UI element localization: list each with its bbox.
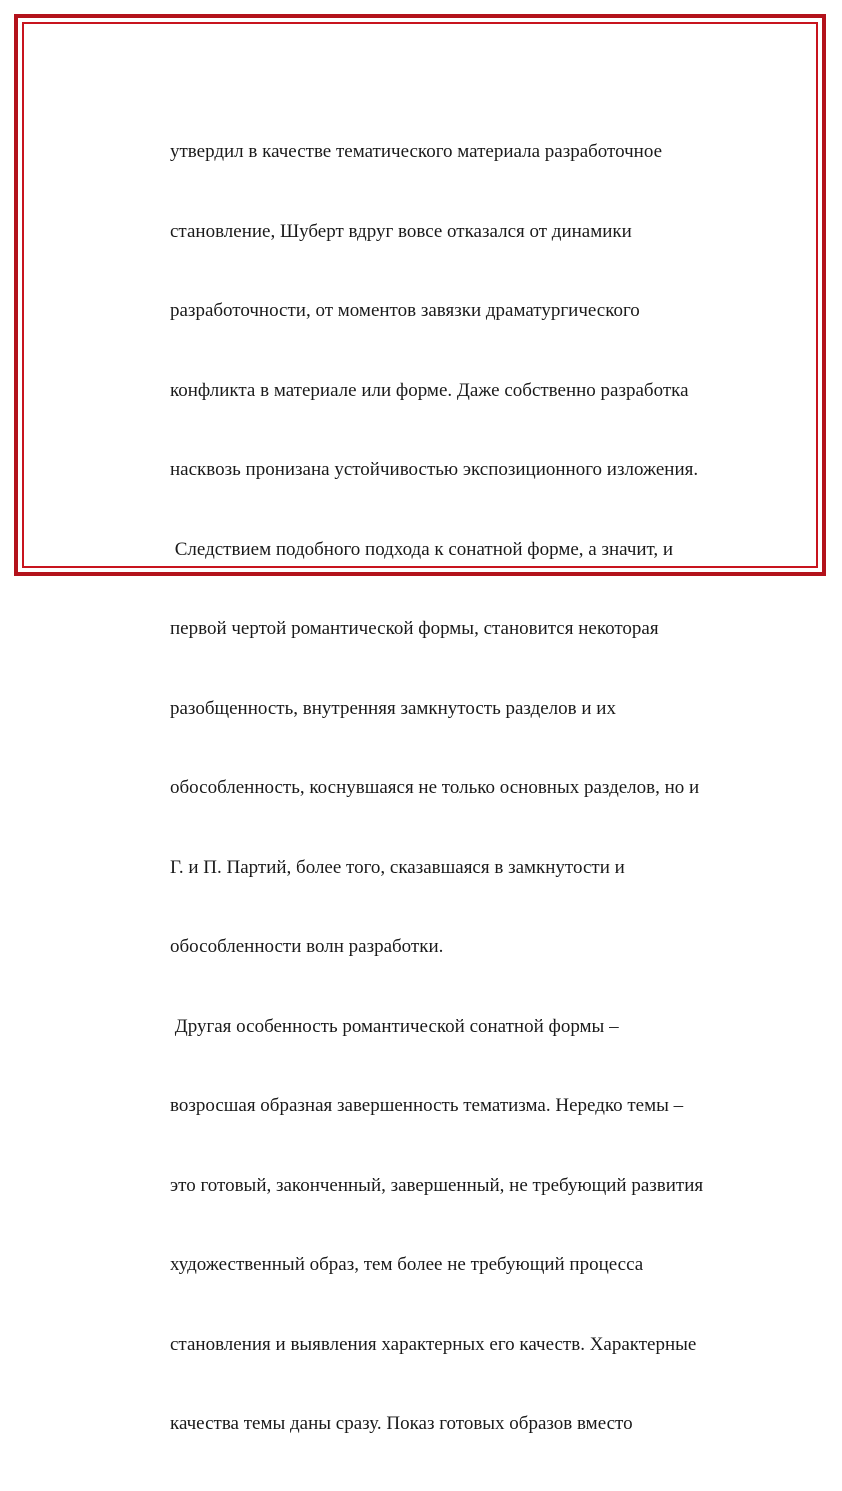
text-line: насквозь пронизана устойчивостью экспозиционного изложения. xyxy=(170,459,699,480)
text-line: конфликта в материале или форме. Даже собственно разработка xyxy=(170,379,689,401)
text-line: обособленность, коснувшаяся не только основных разделов, но и xyxy=(170,777,700,798)
text-line: становление, Шуберт вдруг вовсе отказался от динамики xyxy=(170,220,632,242)
text-line: разработочности, от моментов завязки драматургического xyxy=(170,300,640,321)
text-line: это готовый, законченный, завершенный, не требующий развития xyxy=(170,1174,704,1196)
text-line: художественный образ, тем более не требующий процесса xyxy=(170,1254,644,1275)
text-line: разобщенность, внутренняя замкнутость разделов и их xyxy=(170,697,616,719)
text-line: первой чертой романтической формы, становится некоторая xyxy=(170,618,659,639)
text-line: Другая особенность романтической сонатной формы – xyxy=(170,1015,619,1037)
text-line: Г. и П. Партий, более того, сказавшаяся в замкнутости и xyxy=(170,856,625,878)
text-line: обособленности волн разработки. xyxy=(170,936,444,957)
text-line: становления и выявления характерных его качеств. Характерные xyxy=(170,1333,697,1355)
text-line: утвердил в качестве тематического материала разработочное xyxy=(170,141,663,162)
body-text xyxy=(170,86,790,1491)
text-line: качества темы даны сразу. Показ готовых образов вместо xyxy=(170,1413,633,1434)
text-line: Следствием подобного подхода к сонатной форме, а значит, и xyxy=(170,538,674,560)
text-line: возросшая образная завершенность тематизма. Нередко темы – xyxy=(170,1095,684,1116)
